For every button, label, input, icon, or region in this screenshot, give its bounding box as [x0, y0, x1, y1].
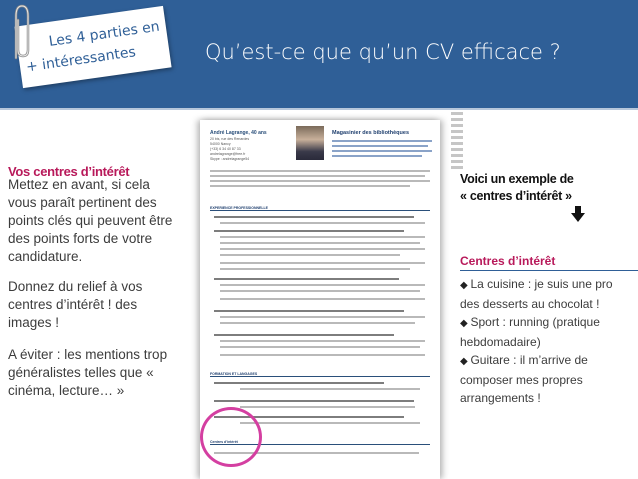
cv-text-line: [240, 422, 420, 424]
cv-text-line: [240, 388, 420, 390]
cv-text-line: [214, 216, 414, 218]
header-banner: [0, 0, 638, 110]
cv-text-line: [332, 150, 432, 152]
diamond-bullet-icon: ◆: [460, 318, 471, 329]
cv-text-line: [220, 346, 420, 348]
cv-text-line: [210, 185, 410, 187]
cv-text-line: [214, 278, 399, 280]
cv-address-line: 20 bis, rue des Renardes: [210, 137, 250, 141]
cv-text-line: [214, 382, 384, 384]
sticky-note: [14, 6, 171, 88]
cv-text-line: [220, 316, 425, 318]
list-item: [460, 313, 635, 351]
left-paragraph-2: Donnez du relief à vos centres d’intérêt ! des images !: [8, 279, 143, 330]
cv-text-line: [210, 180, 430, 182]
cv-address-line: 54000 Nancy: [210, 142, 231, 146]
highlight-circle: [200, 407, 262, 467]
cv-address-line: (+33) 6 34 40 87 33: [210, 147, 241, 151]
interest-item-text: La cuisine : je suis une pro des desserts au chocolat !: [460, 277, 613, 311]
cv-text-line: [210, 175, 425, 177]
cv-text-line: [220, 242, 420, 244]
cv-text-line: [220, 354, 425, 356]
diamond-bullet-icon: ◆: [460, 356, 471, 367]
cv-text-line: [214, 334, 394, 336]
cv-section-formation: FORMATION ET LANGAGES: [210, 372, 430, 377]
diamond-bullet-icon: ◆: [460, 280, 471, 291]
cv-text-line: [220, 248, 425, 250]
heading-divider: [460, 270, 638, 271]
list-item: [460, 275, 635, 313]
cv-text-line: [220, 262, 425, 264]
interests-heading: Centres d’intérêt: [460, 254, 556, 268]
cv-text-line: [220, 322, 415, 324]
sticky-note-line1: Les 4 parties en: [47, 18, 161, 51]
cv-text-line: [220, 298, 425, 300]
example-title-line1: Voici un exemple de: [460, 172, 574, 186]
example-title-line2: « centres d’intérêt »: [460, 189, 572, 203]
left-paragraph-3: A éviter : les mentions trop généralistes telles que « cinéma, lecture… »: [8, 347, 168, 398]
cv-name: André Lagrange, 40 ans: [210, 130, 267, 136]
cv-text-line: [220, 236, 425, 238]
left-paragraph-1: Mettez en avant, si cela vous paraît pertinent des points clés qui peuvent être des points forts de votre candidature.: [8, 177, 173, 264]
sticky-note-line2: + intéressantes: [25, 44, 137, 76]
cv-address-line: Skype : andrelagrange54: [210, 157, 250, 161]
cv-text-line: [214, 400, 414, 402]
cv-job-title: Magasinier des bibliothèques: [332, 130, 410, 136]
cv-section-experience: EXPERIENCE PROFESSIONNELLE: [210, 206, 430, 211]
paperclip-icon: [8, 2, 34, 62]
cv-text-line: [332, 140, 432, 142]
interest-item-text: Guitare : il m’arrive de composer mes propres arrangements !: [460, 353, 588, 405]
cv-text-line: [210, 170, 430, 172]
cv-text-line: [220, 340, 425, 342]
cv-text-line: [220, 254, 400, 256]
cv-text-line: [220, 268, 410, 270]
arrow-down-icon: [571, 206, 585, 222]
left-section-title: Vos centres d’intérêt: [8, 164, 130, 179]
cv-photo: [296, 126, 324, 160]
cv-text-line: [214, 310, 404, 312]
cv-text-line: [220, 222, 425, 224]
cv-text-line: [220, 284, 425, 286]
interest-item-text: Sport : running (pratique hebdomadaire): [460, 315, 600, 349]
cv-text-line: [214, 230, 404, 232]
list-item: [460, 351, 635, 407]
cv-text-line: [332, 155, 422, 157]
page-stack-edge: [451, 112, 463, 172]
page-title: Qu’est-ce que qu’un CV efficace ?: [205, 40, 561, 64]
cv-section-interests: Centres d’intérêt: [210, 440, 430, 445]
interests-list: [460, 275, 635, 407]
cv-text-line: [332, 145, 428, 147]
cv-text-line: [240, 406, 415, 408]
cv-address-line: andrelagrange@free.fr: [210, 152, 246, 156]
cv-text-line: [220, 290, 420, 292]
example-title: [460, 171, 574, 205]
